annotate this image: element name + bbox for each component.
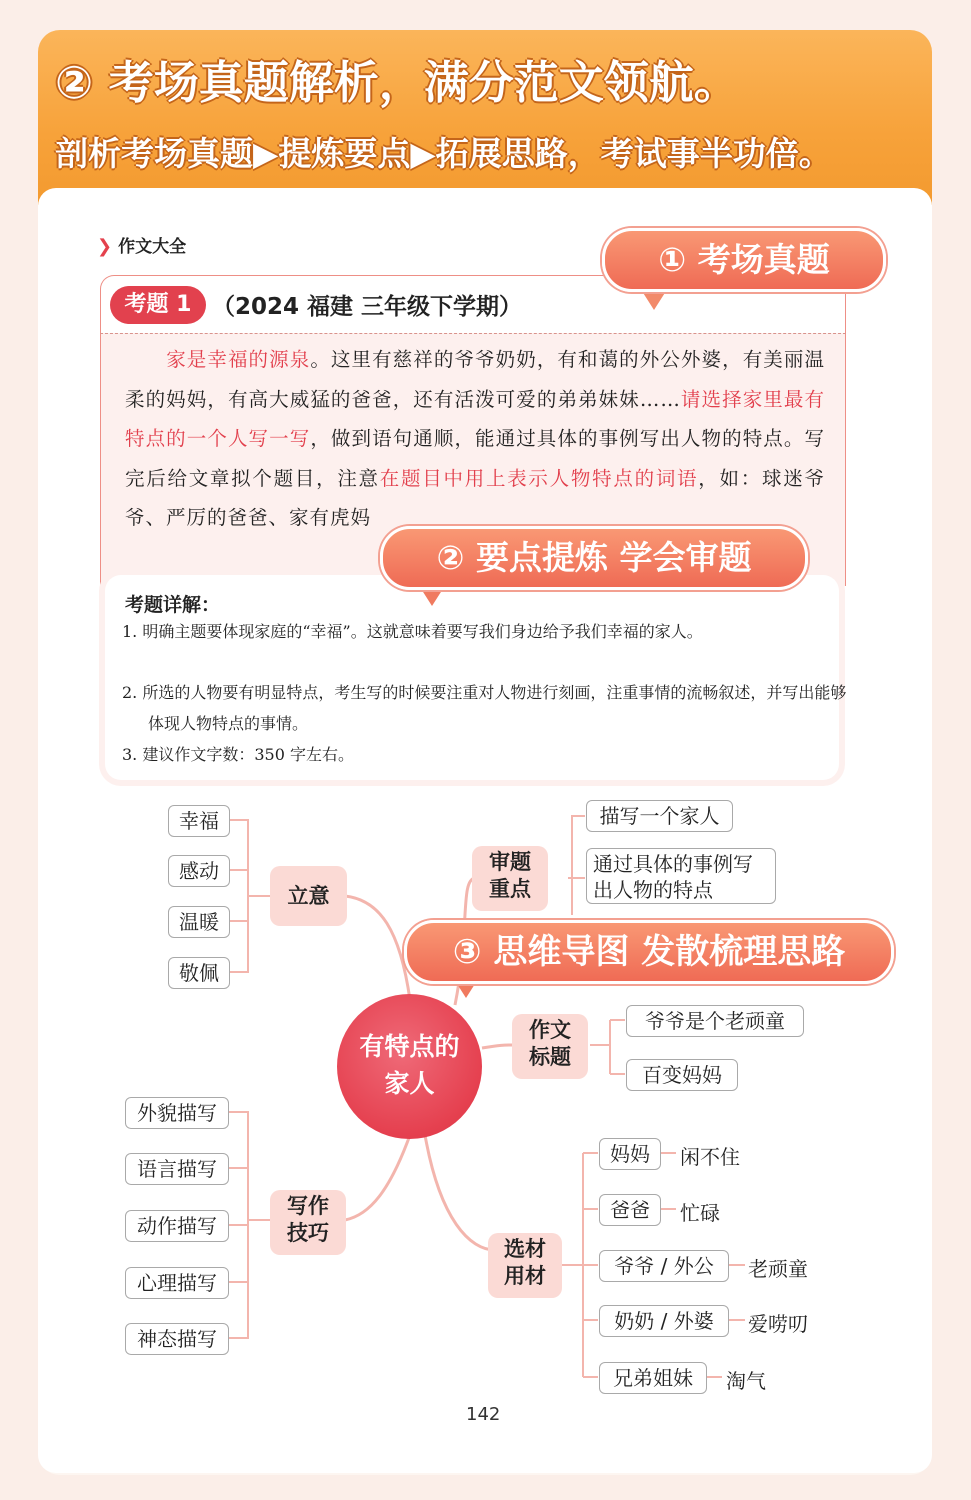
center-line: 家人 [384,1069,435,1098]
prompt-highlight: 在题目中用上表示人物特点的词语 [379,466,699,490]
branch-liyi: 立意 [270,866,347,926]
tag-key-points: ② 要点提炼 学会审题 [380,526,808,590]
jiqiao-item: 神态描写 [125,1323,229,1355]
xuancai-who: 爸爸 [599,1194,661,1226]
liyi-item: 温暖 [168,906,230,938]
branch-xuancai [488,1233,562,1298]
xuancai-trait: 老顽童 [748,1257,808,1281]
jiqiao-item: 动作描写 [125,1210,229,1242]
liyi-item: 感动 [168,855,230,887]
biaoti-item: 百变妈妈 [626,1059,738,1091]
prompt-part: ，如：球迷爷爷、严厉的爸爸、家有虎妈 [125,466,825,530]
shenti-item: 描写一个家人 [586,800,733,832]
mindmap-center [337,994,482,1139]
shenti-item-line: 出人物的特点 [593,878,713,902]
detail-item: 1. 明确主题要体现家庭的“幸福”。这就意味着要写我们身边给予我们幸福的家人。 [122,622,703,641]
shenti-item [586,848,776,904]
prompt-part: ，做到语句通顺，能通过具体的事例写出人物的特点。写完后给文章拟个题目，注意 [125,427,825,490]
xuancai-trait: 闲不住 [680,1145,740,1169]
shenti-item-line: 通过具体的事例写 [593,852,753,876]
detail-item: 3. 建议作文字数：350 字左右。 [122,745,354,764]
xuancai-trait: 忙碌 [680,1201,720,1225]
branch-label-line: 技巧 [287,1221,329,1245]
question-badge: 考题 1 [110,286,206,324]
tag-exam-question: ① 考场真题 [602,228,886,292]
detail-title: 考题详解： [125,594,221,616]
liyi-item: 幸福 [168,805,230,837]
biaoti-item: 爷爷是个老顽童 [626,1005,804,1037]
xuancai-who: 妈妈 [599,1138,661,1170]
branch-label-line: 用材 [504,1264,546,1288]
branch-label-line: 作文 [529,1018,571,1042]
page-number: 142 [466,1404,501,1425]
branch-label-line: 标题 [529,1045,571,1069]
prompt-highlight: 家是幸福的源泉 [166,348,311,371]
banner-title: ② 考场真题解析，满分范文领航。 [55,56,739,109]
banner-subtitle: 剖析考场真题▶提炼要点▶拓展思路，考试事半功倍。 [55,134,832,173]
branch-label-line: 选材 [504,1237,546,1261]
branch-biaoti [512,1014,588,1079]
jiqiao-item: 外貌描写 [125,1097,229,1129]
xuancai-trait: 爱唠叨 [748,1312,808,1336]
xuancai-who: 奶奶 / 外婆 [599,1305,729,1337]
center-line: 有特点的 [359,1032,460,1061]
prompt-part: 。这里有慈祥的爷爷奶奶，有和蔼的外公外婆，有美丽温柔的妈妈，有高大威猛的爸爸，还有活泼可爱的弟弟妹妹…… [125,348,825,411]
xuancai-trait: 淘气 [726,1369,766,1393]
liyi-item: 敬佩 [168,957,230,989]
branch-label-line: 写作 [287,1194,329,1218]
branch-label-line: 重点 [489,877,531,901]
branch-label-line: 审题 [489,850,531,874]
chevron-right-icon: ❯ [97,236,113,257]
tag-mind-map: ③ 思维导图 发散梳理思路 [404,920,894,984]
branch-jiqiao [270,1190,346,1255]
jiqiao-item: 心理描写 [125,1267,229,1299]
jiqiao-item: 语言描写 [125,1153,229,1185]
xuancai-who: 兄弟姐妹 [599,1362,707,1394]
detail-item: 2. 所选的人物要有明显特点，考生写的时候要注重对人物进行刻画，注重事情的流畅叙述，并写出能够体现人物特点的事情。 [122,683,847,733]
question-title: （2024 福建 三年级下学期） [212,294,523,320]
breadcrumb-label: 作文大全 [118,237,187,257]
branch-shenti [472,846,548,911]
xuancai-who: 爷爷 / 外公 [599,1250,729,1282]
prompt-highlight: 请选择家里最有特点的一个人写一写 [125,387,825,451]
